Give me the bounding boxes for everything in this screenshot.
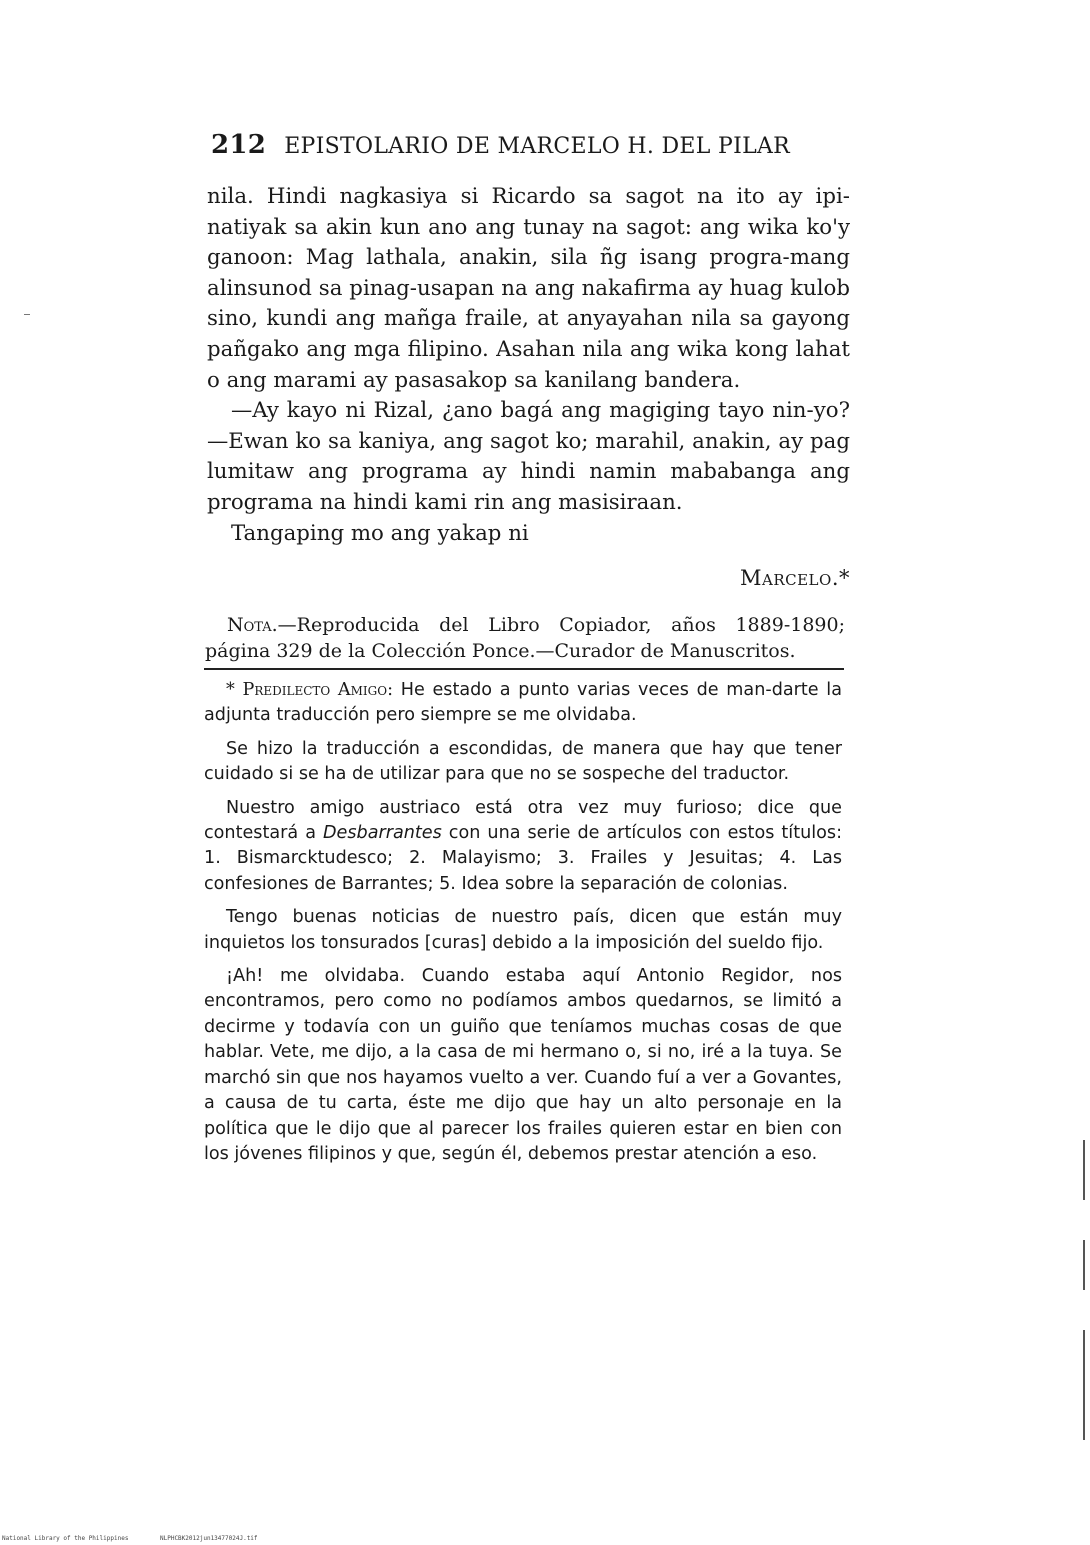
footnote-p3-start: Nuestro amigo austriaco está otra vez muy furioso; dice que contestará a (204, 797, 842, 844)
footnote-paragraph-3 (204, 796, 842, 898)
scan-footer (0, 1534, 1090, 1545)
page-number: 212 (211, 130, 267, 160)
body-paragraph-2: —Ay kayo ni Rizal, ¿ano bagá ang magiging tayo nin-yo?—Ewan ko sa kaniya, ang sagot ko; marahil, anakin, ay pag lumitaw ang programa ay hindi namin mababanga ang programa na hindi kami rin ang masisiraan. (207, 398, 850, 515)
footnote-paragraph-2: Se hizo la traducción a escondidas, de manera que hay que tener cuidado si se ha de utilizar para que no se sospeche del traductor. (204, 738, 842, 785)
footnote-paragraph-5: ¡Ah! me olvidaba. Cuando estaba aquí Antonio Regidor, nos encontramos, pero como no podíamos ambos quedarnos, se limitó a decirme y todavía con un guiño que teníamos muchas cosas de que hablar. Vete, me dijo, a la casa de mi hermano o, si no, iré a la tuya. Se marchó sin que nos hayamos vuelto a ver. Cuando fuí a ver a Govantes, a causa de tu carta, éste me dijo que hay un alto personaje en la política que le dijo que al parecer los frailes quieren estar en bien con los jóvenes filipinos y que, según él, debemos prestar atención a eso. (204, 966, 842, 1164)
scan-edge-mark-2 (1083, 1240, 1085, 1290)
book-title: Desbarrantes (323, 823, 442, 844)
footnote-rule (204, 668, 844, 670)
signature: Marcelo.* (740, 566, 850, 590)
letter-body (207, 182, 850, 549)
footer-library: National Library of the Philippines (2, 1535, 129, 1542)
footnote-paragraph-1 (204, 678, 842, 729)
note-lead: Nota. (227, 614, 278, 636)
footnote-paragraph-4: Tengo buenas noticias de nuestro país, dicen que están muy inquietos los tonsurados [curas] debido a la imposición del sueldo fijo. (204, 907, 842, 953)
footnote-lead: * Predilecto Amigo: (226, 680, 394, 700)
page-header (211, 130, 851, 160)
footnote-p1-text: He estado a punto varias veces de man-darte la adjunta traducción pero siempre se me olvidaba. (204, 680, 842, 726)
body-paragraph-3: Tangaping mo ang yakap ni (231, 520, 529, 546)
margin-mark (24, 314, 30, 315)
note-text: —Reproducida del Libro Copiador, años 1889-1890; página 329 de la Colección Ponce.—Curador de Manuscritos. (205, 614, 845, 662)
body-paragraph-1: nila. Hindi nagkasiya si Ricardo sa sagot na ito ay ipi-natiyak sa akin kun ano ang tunay na sagot: ang wika ko'y ganoon: Mag lathala, anakin, sila ñg isang progra-mang alinsunod sa pinag-usapan na ang nakafirma ay huag kulob sino, kundi ang mañga fraile, at anyayahan nila sa gayong pañgako ang mga filipino. Asahan nila ang wika kong lahat o ang marami ay pasasakop sa kanilang bandera. (207, 184, 850, 393)
footnote-block (204, 678, 842, 1175)
footer-filename: NLPHCBK2012jun13477024J.tif (160, 1535, 258, 1542)
editor-note (205, 612, 845, 664)
running-title: EPISTOLARIO DE MARCELO H. DEL PILAR (284, 134, 791, 159)
scan-edge-mark-3 (1083, 1330, 1085, 1440)
footnote-p3-end: con una serie de artículos con estos títulos: 1. Bismarcktudesco; 2. Malayismo; 3. Frailes y Jesuitas; 4. Las confesiones de Barrantes; 5. Idea sobre la separación de colonias. (204, 823, 842, 894)
scan-edge-mark-1 (1083, 1140, 1085, 1200)
